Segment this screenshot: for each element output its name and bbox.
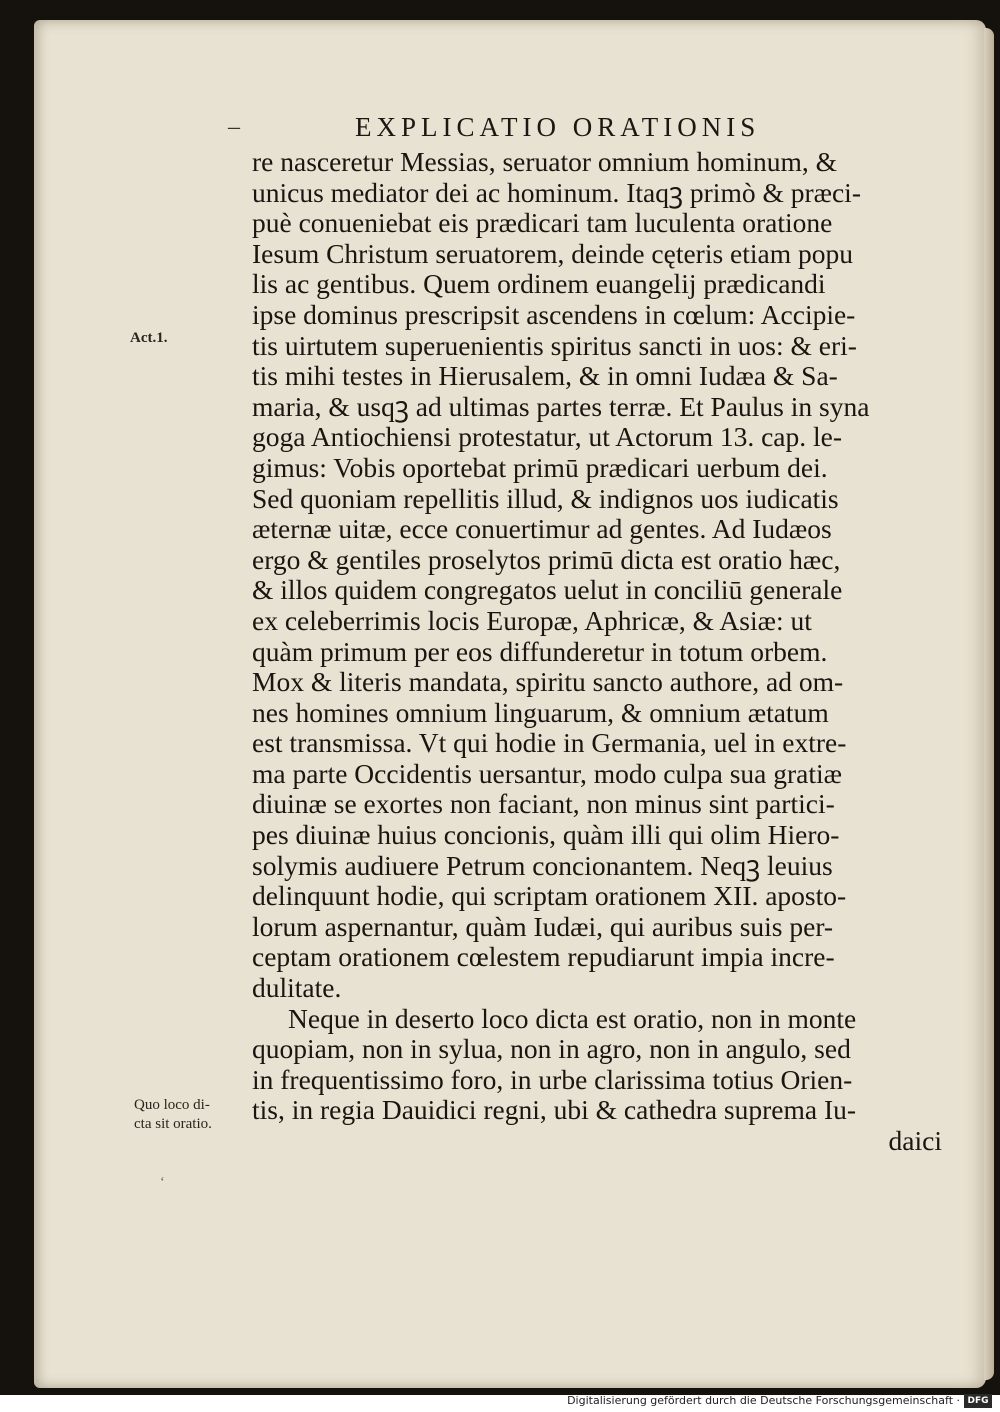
text-line: tis mihi testes in Hierusalem, & in omni Iudæa & Sa- <box>252 360 838 392</box>
text-line: Iesum Christum seruatorem, deinde cęteris etiam popu <box>252 237 854 269</box>
text-line: goga Antiochiensi protestatur, ut Actorum 13. cap. le- <box>252 421 843 453</box>
text-line: diuinæ se exortes non faciant, non minus sint partici- <box>252 788 835 820</box>
text-line: gimus: Vobis oportebat primū prædicari uerbum dei. <box>252 451 828 483</box>
text-line: æternæ uitæ, ecce conuertimur ad gentes. Ad Iudæos <box>252 513 832 545</box>
text-line: dulitate. <box>252 972 342 1004</box>
text-line: quopiam, non in sylua, non in agro, non in angulo, sed <box>252 1033 851 1065</box>
text-line: solymis audiuere Petrum concionantem. Neqꝫ leuius <box>252 849 833 881</box>
text-line: maria, & usqꝫ ad ultimas partes terræ. Et Paulus in syna <box>252 390 870 422</box>
text-line: delinquunt hodie, qui scriptam orationem XII. aposto- <box>252 880 847 912</box>
text-line: ceptam orationem cœlestem repudiarunt impia incre- <box>252 941 835 973</box>
text-line: pes diuinæ huius concionis, quàm illi qui olim Hiero- <box>252 819 840 851</box>
text-line: nes homines omnium linguarum, & omnium ætatum <box>252 696 829 728</box>
text-line: ma parte Occidentis uersantur, modo culpa sua gratiæ <box>252 757 842 789</box>
running-header: EXPLICATIO ORATIONIS <box>355 112 761 142</box>
text-line: lis ac gentibus. Quem ordinem euangelij prædicandi <box>252 268 826 300</box>
margin-mark: ‘ <box>160 1175 165 1190</box>
dfg-logo: DFG <box>964 1394 992 1408</box>
text-line: unicus mediator dei ac hominum. Itaqꝫ primò & præci- <box>252 176 861 208</box>
header-dash: – <box>228 114 240 140</box>
margin-note-place-1: Quo loco di- <box>134 1097 210 1113</box>
text-line: puè conueniebat eis prædicari tam luculenta oratione <box>252 207 833 239</box>
body-text <box>252 147 942 1157</box>
digitization-credit: Digitalisierung gefördert durch die Deutsche Forschungsgemeinschaft · <box>567 1394 960 1407</box>
text-line: in frequentissimo foro, in urbe clarissima totius Orien- <box>252 1063 853 1095</box>
text-line: tis uirtutem superuenientis spiritus sancti in uos: & eri- <box>252 329 857 361</box>
text-line: Neque in deserto loco dicta est oratio, non in monte <box>288 1002 857 1034</box>
catchword: daici <box>888 1125 942 1156</box>
text-line: quàm primum per eos diffunderetur in totum orbem. <box>252 635 828 667</box>
text-line: est transmissa. Vt qui hodie in Germania, uel in extre- <box>252 727 847 759</box>
margin-note-place-2: cta sit oratio. <box>134 1116 212 1132</box>
text-line: ipse dominus prescripsit ascendens in cœlum: Accipie- <box>252 298 856 330</box>
margin-note-acts: Act.1. <box>130 330 168 346</box>
text-line: lorum aspernantur, quàm Iudæi, qui auribus suis per- <box>252 910 834 942</box>
page-edge <box>984 28 994 1380</box>
text-line: ergo & gentiles proselytos primū dicta est oratio hæc, <box>252 543 841 575</box>
text-line: Mox & literis mandata, spiritu sancto authore, ad om- <box>252 666 844 698</box>
text-line: ex celeberrimis locis Europæ, Aphricæ, & Asiæ: ut <box>252 604 812 636</box>
text-line: re nasceretur Messias, seruator omnium hominum, & <box>252 146 838 177</box>
text-line: tis, in regia Dauidici regni, ubi & cathedra suprema Iu- <box>252 1094 857 1126</box>
text-line: & illos quidem congregatos uelut in conciliū generale <box>252 574 843 606</box>
text-line: Sed quoniam repellitis illud, & indignos uos iudicatis <box>252 482 839 514</box>
